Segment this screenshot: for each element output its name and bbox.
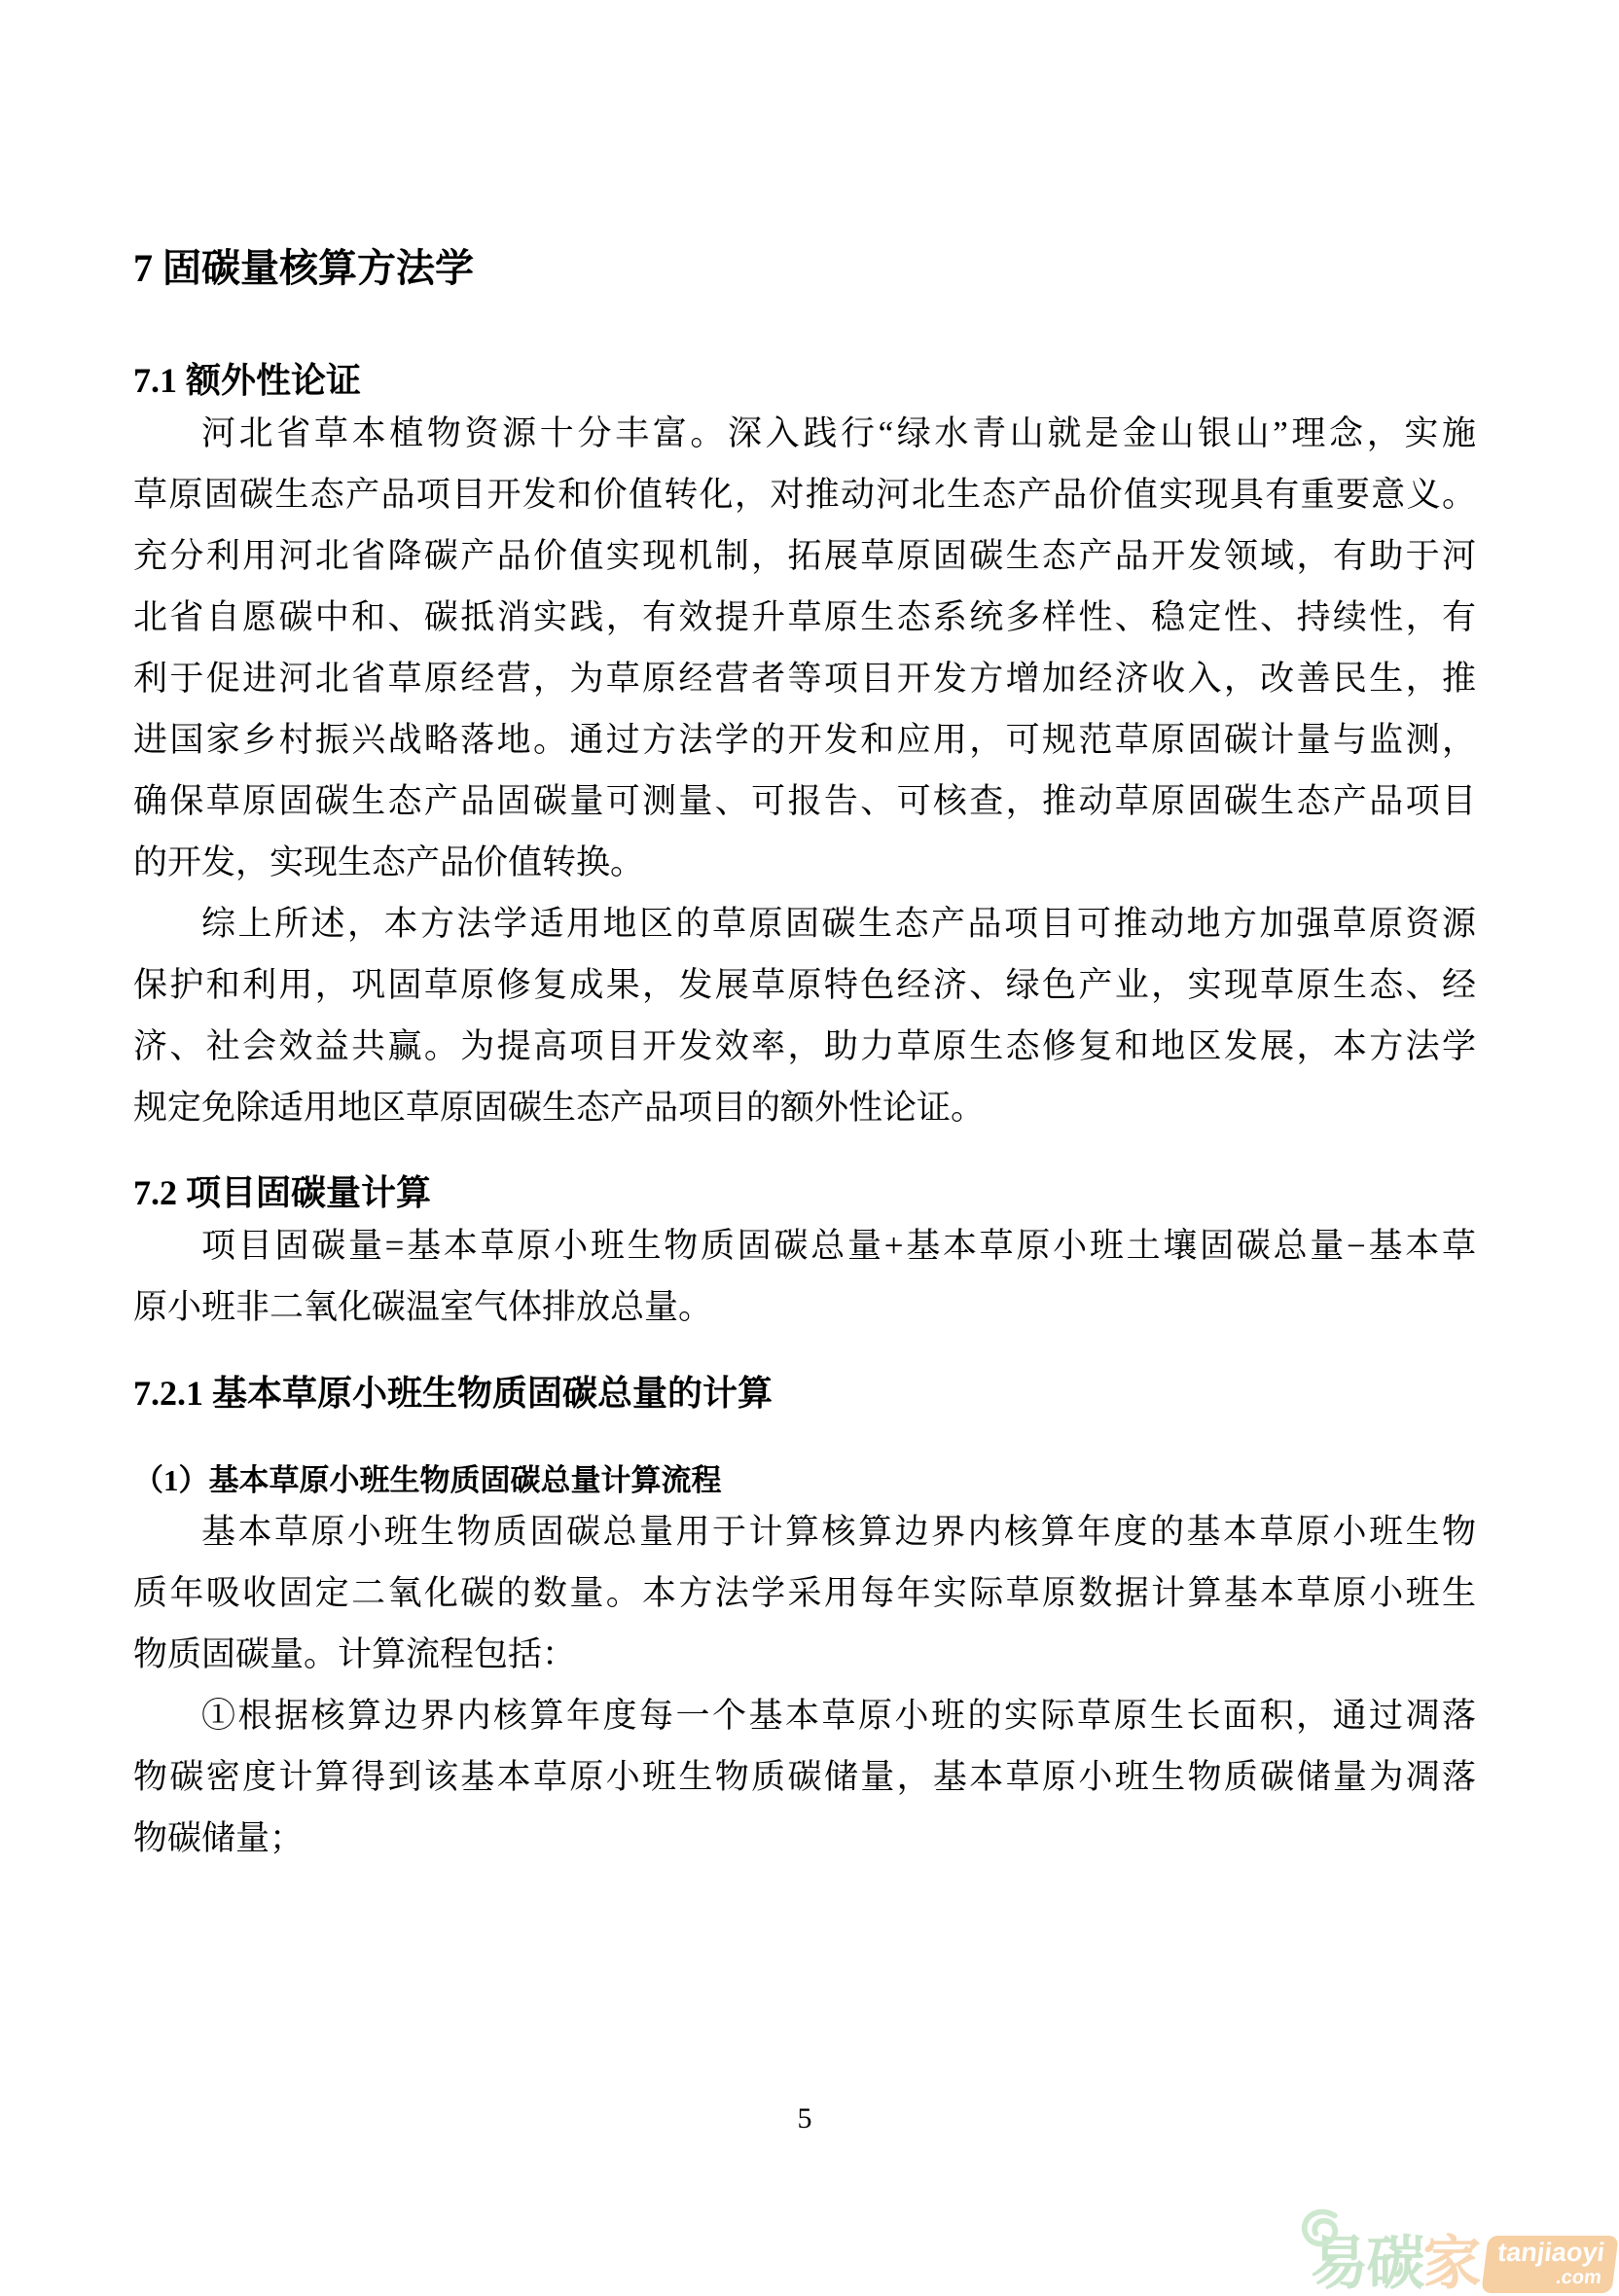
watermark-text-green: 易碳: [1310, 2231, 1423, 2296]
site-badge: [1482, 2236, 1619, 2293]
watermark-characters: [1310, 2231, 1480, 2296]
paragraph-additionality-1: [133, 403, 1476, 893]
paragraph-step-1: [133, 1685, 1476, 1869]
body-line: 进国家乡村振兴战略落地。通过方法学的开发和应用，可规范草原固碳计量与监测，: [133, 721, 1476, 759]
watermark-logo: [1310, 2231, 1615, 2296]
section-heading-7-2-1: 7.2.1 基本草原小班生物质固碳总量的计算: [133, 1374, 774, 1413]
watermark-text-peach: 家: [1422, 2231, 1480, 2296]
body-line: 基本草原小班生物质固碳总量用于计算核算边界内核算年度的基本草原小班生物: [201, 1513, 1476, 1551]
section-heading-7-1: 7.1 额外性论证: [133, 361, 362, 400]
body-line: 的开发，实现生态产品价值转换。: [133, 843, 645, 881]
body-line: 济、社会效益共赢。为提高项目开发效率，助力草原生态修复和地区发展，本方法学: [133, 1027, 1476, 1065]
paragraph-additionality-2: [133, 893, 1476, 1138]
body-line: 项目固碳量=基本草原小班生物质固碳总量+基本草原小班土壤固碳总量−基本草: [201, 1227, 1476, 1265]
site-badge-name: tanjiaoyi: [1496, 2237, 1607, 2267]
body-line: 规定免除适用地区草原固碳生态产品项目的额外性论证。: [133, 1089, 986, 1127]
body-line: 质年吸收固定二氧化碳的数量。本方法学采用每年实际草原数据计算基本草原小班生: [133, 1574, 1476, 1612]
body-line: 利于促进河北省草原经营，为草原经营者等项目开发方增加经济收入，改善民生，推: [133, 660, 1476, 698]
paragraph-biomass-total: [133, 1501, 1476, 1685]
body-line: 河北省草本植物资源十分丰富。深入践行“绿水青山就是金山银山”理念，实施: [201, 414, 1476, 452]
body-line: 物碳密度计算得到该基本草原小班生物质碳储量，基本草原小班生物质碳储量为凋落: [133, 1758, 1476, 1796]
section-heading-7-2: 7.2 项目固碳量计算: [133, 1173, 432, 1212]
body-line: 物碳储量；: [133, 1819, 305, 1857]
subsection-heading-1: （1）基本草原小班生物质固碳总量计算流程: [133, 1463, 722, 1497]
body-line: 确保草原固碳生态产品固碳量可测量、可报告、可核查，推动草原固碳生态产品项目: [133, 782, 1476, 820]
leaf-swirl-icon: [1296, 2206, 1347, 2250]
body-line: 草原固碳生态产品项目开发和价值转化，对推动河北生态产品价值实现具有重要意义。: [133, 476, 1476, 514]
page-number: 5: [797, 2102, 812, 2135]
section-heading-7: 7 固碳量核算方法学: [133, 246, 474, 290]
body-line: 充分利用河北省降碳产品价值实现机制，拓展草原固碳生态产品开发领域，有助于河: [133, 537, 1476, 575]
body-line: ①根据核算边界内核算年度每一个基本草原小班的实际草原生长面积，通过凋落: [201, 1697, 1476, 1735]
site-badge-tld: .com: [1555, 2266, 1603, 2288]
body-line: 北省自愿碳中和、碳抵消实践，有效提升草原生态系统多样性、稳定性、持续性，有: [133, 598, 1476, 636]
body-line: 综上所述，本方法学适用地区的草原固碳生态产品项目可推动地方加强草原资源: [201, 905, 1476, 943]
paragraph-formula: [133, 1215, 1476, 1338]
body-line: 原小班非二氧化碳温室气体排放总量。: [133, 1288, 713, 1326]
body-line: 物质固碳量。计算流程包括：: [133, 1635, 577, 1673]
body-line: 保护和利用，巩固草原修复成果，发展草原特色经济、绿色产业，实现草原生态、经: [133, 966, 1476, 1004]
